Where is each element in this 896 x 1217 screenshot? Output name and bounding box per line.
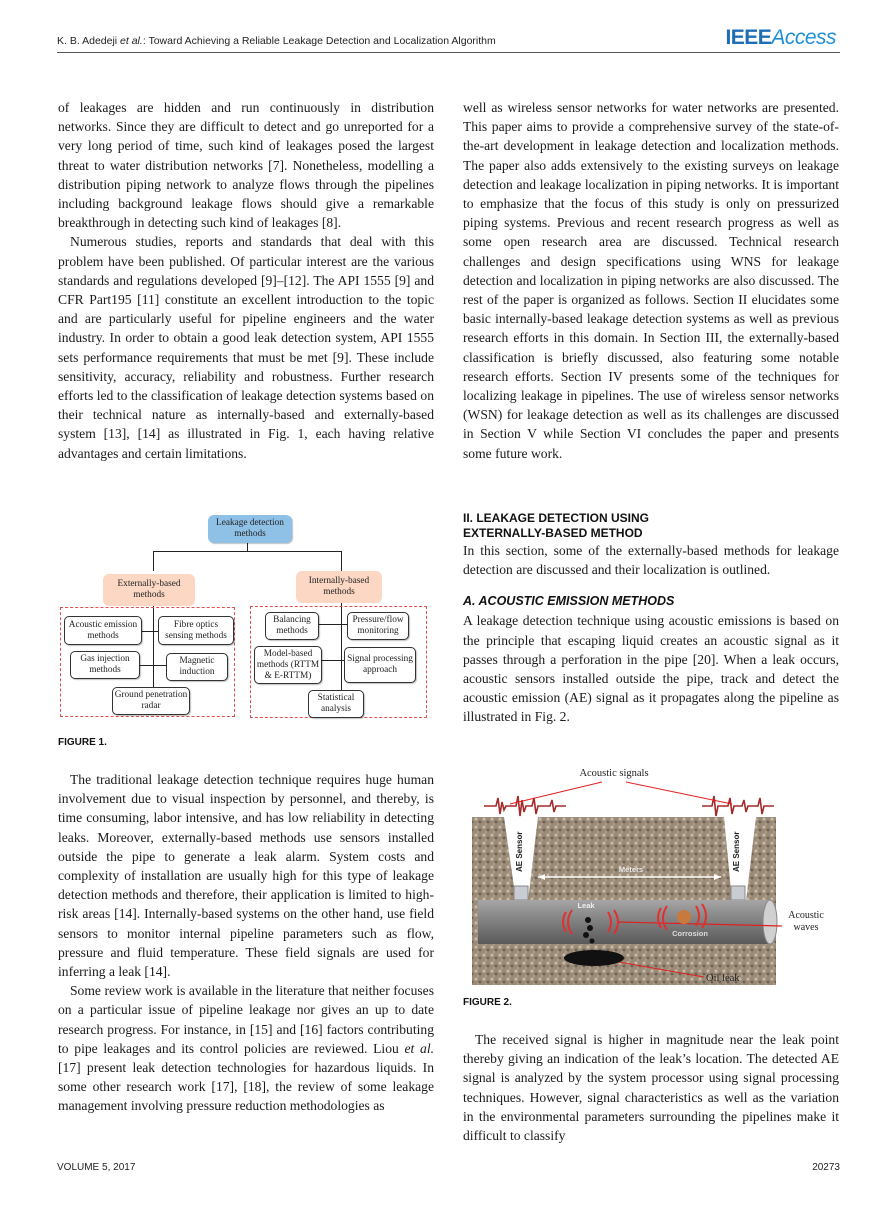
node-model-based: Model-based methods (RTTM & E-RTTM) <box>254 646 322 684</box>
oil-pool-icon <box>564 950 624 966</box>
figure-2-illustration <box>466 760 836 985</box>
connector <box>341 551 342 571</box>
logo-access: Access <box>771 26 836 49</box>
section-heading-line: EXTERNALLY-BASED METHOD <box>463 526 643 540</box>
section-heading <box>463 511 839 541</box>
header-authors: K. B. Adedeji <box>57 35 118 47</box>
figure-1-caption: FIGURE 1. <box>58 737 107 748</box>
figure-2-caption: FIGURE 2. <box>463 997 512 1008</box>
acoustic-signal-right-icon <box>702 796 774 816</box>
footer-volume: VOLUME 5, 2017 <box>57 1162 136 1173</box>
node-acoustic-emission: Acoustic emission methods <box>64 616 142 645</box>
node-ground-penetration-radar: Ground penetration radar <box>112 687 190 715</box>
connector <box>153 551 154 571</box>
ae-sensor-left-icon <box>514 886 528 900</box>
node-gas-injection: Gas injection methods <box>70 651 140 679</box>
pointer-line <box>510 782 602 804</box>
section-ii <box>463 511 839 727</box>
figure-1-diagram <box>58 510 438 725</box>
ae-sensor-right-icon <box>731 886 745 900</box>
node-fibre-optics: Fibre optics sensing methods <box>158 616 234 645</box>
subsection-heading: A. ACOUSTIC EMISSION METHODS <box>463 594 675 609</box>
paragraph-text: [17] present leak detection technologies for hazardous liquids. In some other research work [17], [18], the review of some leakage management involving pressure reduction methodologies as <box>58 1060 434 1114</box>
node-signal-processing: Signal processing approach <box>344 647 416 683</box>
header-et-al: et al. <box>120 35 143 47</box>
left-column-bottom <box>58 770 434 1116</box>
ieee-access-logo <box>725 27 836 49</box>
paragraph: In this section, some of the externally-based methods for leakage detection are discussed and their localization is outlined. <box>463 543 839 578</box>
paragraph: The received signal is higher in magnitude near the leak point thereby giving an indication of the leak’s location. The detected AE signal is analyzed by the system processor using signal processing techniques. However, signal characteristics as well as the variation in the environmental parameters surrounding the pipelines make it difficult to classify <box>463 1032 839 1144</box>
running-header <box>57 26 840 53</box>
paragraph: A leakage detection technique using acoustic emissions is based on the principle that escaping liquid creates an acoustic signal as it passes through a perforation in the pipe [20]. When a leak occurs, acoustic sensors installed outside the pipe, track and detect the acoustic emission (AE) signal as it propagates along the pipeline as illustrated in Fig. 2. <box>463 613 839 725</box>
paragraph: Numerous studies, reports and standards that deal with this problem have been published. Of particular interest are the various standards and regulations developed [9]–[12]. The API 1555 [9] and CFR Part195 [11] constitute an excellent introduction to the topic and are particularly useful for pipeline engineers and the water industry. In order to obtain a good leak detection system, API 1555 sets performance requirements that must be met [9]. These include sensitivity, accuracy, reliability and robustness. Further research efforts led to the classification of leakage detection systems based on their technical nature as internally-based and externally-based system [13], [14] as illustrated in Fig. 1, each having relative advantages and certain limitations. <box>58 234 434 461</box>
logo-ieee: IEEE <box>725 26 772 49</box>
root-node: Leakage detection methods <box>208 515 292 543</box>
left-column-top <box>58 98 434 463</box>
header-title: : Toward Achieving a Reliable Leakage Detection and Localization Algorithm <box>142 35 496 47</box>
paragraph: well as wireless sensor networks for water networks are presented. This paper aims to provide a comprehensive survey of the state-of-the-art development in leakage detection and localization methods. The paper also adds extensively to the existing surveys on leakage detection and leakage localization in piping networks. It is important to emphasize that the focus of this study is only on pressurized piping systems. Previous and recent research progress as well as some open research area are discussed. Technical research challenges and design specifications using WNS for leakage detection and localization in piping networks are also discussed. The rest of the paper is organized as follows. Section II elucidates some basic internally-based leakage detection systems as well as previous research efforts in this domain. In Section III, the externally-based classification is briefly discussed, also featuring some notable research efforts. Section IV presents some of the techniques for localizing leakage in pipelines. The use of wireless sensor networks (WSN) for leakage detection as well as its challenges are discussed in Section V while Section VI concludes the paper and presents some future work. <box>463 100 839 461</box>
paragraph: The traditional leakage detection technique requires huge human involvement due to visual inspection by personnel, and thereby, is time consuming, labor intensive, and has low reliability in detecting leaks. Moreover, externally-based methods use sensors installed outside the pipe to generate a leak alarm. System costs and complexity of installation are usually high for this type of leakage detection methods and therefore, their application is limited to high-risk areas [14]. Internally-based systems on the other hand, use field sensors to monitor internal pipeline parameters such as flow, pressure and fluid temperature. These field signals are used for inferring a leak [14]. <box>58 772 434 980</box>
label-acoustic-waves-2: waves <box>793 922 819 933</box>
label-acoustic-signals: Acoustic signals <box>579 768 649 779</box>
externally-based-node: Externally-based methods <box>103 574 195 606</box>
label-ae-sensor-right: AE Sensor <box>732 831 741 872</box>
internally-based-node: Internally-based methods <box>296 571 382 603</box>
right-column-top <box>463 98 839 463</box>
node-magnetic-induction: Magnetic induction <box>166 653 228 681</box>
footer-page-number: 20273 <box>812 1162 840 1173</box>
label-leak: Leak <box>577 901 595 910</box>
node-pressure-flow: Pressure/flow monitoring <box>347 612 409 640</box>
node-statistical-analysis: Statistical analysis <box>308 690 364 718</box>
pipe-end <box>763 900 777 944</box>
node-balancing: Balancing methods <box>265 612 319 640</box>
corrosion-icon <box>677 910 691 924</box>
connector <box>153 551 341 552</box>
label-meters: Meters <box>618 865 644 874</box>
right-column-bottom <box>463 1030 839 1145</box>
figure-2-svg <box>466 760 836 985</box>
running-head-text <box>57 35 496 47</box>
paragraph-italic: et al. <box>404 1040 434 1056</box>
label-acoustic-waves-1: Acoustic <box>788 910 824 921</box>
label-ae-sensor-left: AE Sensor <box>515 831 524 872</box>
paragraph-text: Some review work is available in the literature that neither focuses on a particular issue of pipeline leakage nor gives an up to date research progress. For instance, in [15] and [16] factors contributing to pipe leakages and its control policies are reviewed. Liou <box>58 983 434 1056</box>
label-corrosion: Corrosion <box>672 929 708 938</box>
pointer-line <box>626 782 732 804</box>
section-heading-line: II. LEAKAGE DETECTION USING <box>463 511 650 525</box>
acoustic-signal-left-icon <box>484 796 566 816</box>
label-oil-leak: Oil leak <box>706 973 740 984</box>
paragraph <box>58 981 434 1115</box>
paragraph: of leakages are hidden and run continuously in distribution networks. Since they are difficult to detect and go unreported for a very long period of time, such kind of leakages posed the largest threat to water distribution networks [7]. Nonetheless, modelling a distribution piping network to analyze flows through the pipelines including background leakage flows should give a remarkable breakthrough in detecting such kind of leakages [8]. <box>58 100 434 231</box>
